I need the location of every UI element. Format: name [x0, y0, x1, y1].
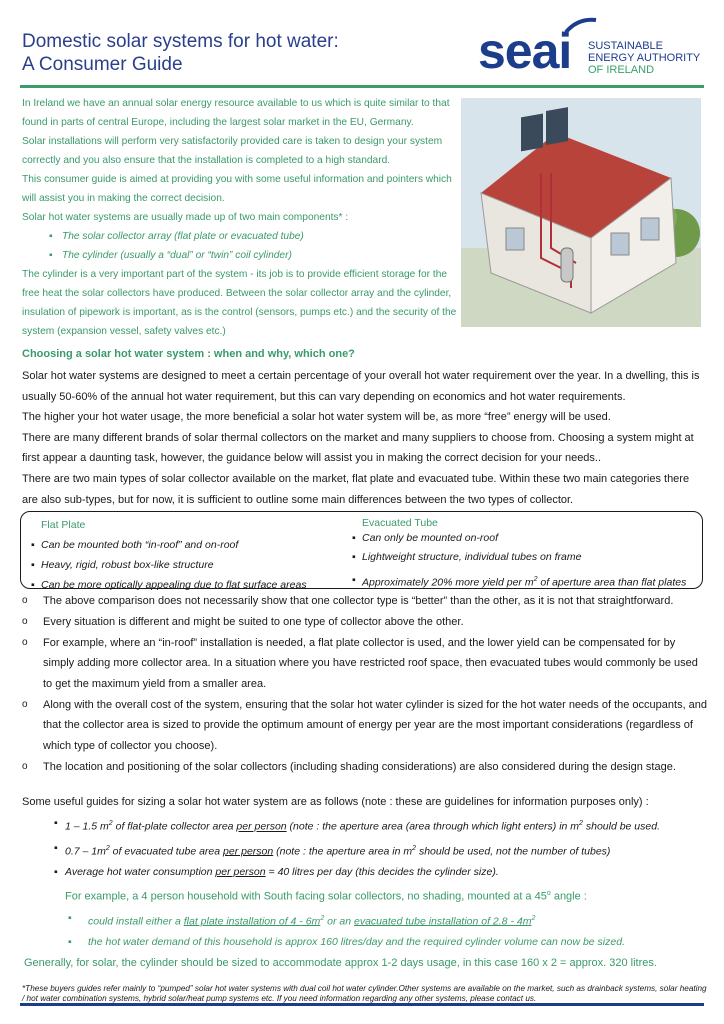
title-line-2: A Consumer Guide: [22, 54, 183, 75]
list-text: should be used.: [582, 820, 660, 833]
superscript: 2: [579, 820, 583, 827]
evacuated-tube-column: [346, 515, 698, 594]
underlined-text: per person: [215, 866, 266, 878]
superscript: 2: [108, 820, 113, 827]
seai-logo: [478, 16, 708, 78]
underlined-text: evacuated tube installation of 2.8 - 4m: [354, 915, 532, 928]
list-item: ▪ Can be mounted both “in-roof” and on-roof: [41, 535, 345, 555]
list-item: o The above comparison does not necessarily show that one collector type is “better” than the other, as it is not that straightforward.: [22, 591, 708, 612]
logo-line-1: SUSTAINABLE: [588, 40, 663, 52]
list-item: o Every situation is different and might be suited to one type of collector above the other.: [22, 612, 708, 633]
list-text: of flat-plate collector area: [112, 820, 237, 833]
list-text: of aperture area than flat plates: [537, 576, 687, 589]
body-paragraph: There are many different brands of solar thermal collectors on the market and many suppliers to choose from. Choosing a system might at first appear a daunting task, however, the guidance below will assist you in making the correct decision for your needs..: [22, 431, 694, 465]
header-rule: [20, 85, 704, 88]
list-item: [65, 838, 708, 863]
sizing-guides: [22, 792, 708, 974]
collector-comparison-box: [20, 511, 703, 589]
superscript: 2: [531, 914, 536, 922]
superscript: 2: [320, 914, 325, 922]
list-text: 1 – 1.5 m: [65, 820, 109, 833]
list-item: o For example, where an “in-roof” installation is needed, a flat plate collector is used, and the lower yield can be compensated for by simply adding more collector area. In a situation where you have restricted roof space, then evacuated tubes would commonly be used to get the maximum yield from a smaller area.: [22, 633, 708, 695]
example-text: angle :: [550, 890, 587, 903]
flat-plate-heading: Flat Plate: [41, 519, 86, 531]
list-item: [65, 862, 708, 883]
list-text: 0.7 – 1m: [65, 845, 106, 857]
section-heading: Choosing a solar hot water system : when and why, which one?: [22, 348, 355, 360]
list-text: Average hot water consumption: [65, 866, 216, 878]
body-section: [22, 366, 708, 510]
example-text: For example, a 4 person household with South facing solar collectors, no shading, mounted at a 45: [65, 890, 547, 903]
intro-paragraph: Solar hot water systems are usually made up of two main components* :: [22, 212, 349, 223]
intro-paragraph: Solar installations will perform very satisfactorily provided care is taken to design your system correctly and you also ensure that the installation is completed to a high standard.: [22, 136, 443, 166]
body-paragraph: Solar hot water systems are designed to meet a certain percentage of your overall hot water requirement over the year. In a dwelling, this is usually 50-60% of the annual hot water requirement, but this can vary depending on economics and hot water requirements.: [22, 370, 700, 403]
list-item: o The location and positioning of the solar collectors (including shading considerations) are also considered during the design stage.: [22, 757, 708, 778]
superscript: o: [546, 890, 551, 897]
title-line-1: Domestic solar systems for hot water:: [22, 31, 339, 52]
evacuated-tube-heading: Evacuated Tube: [362, 517, 438, 529]
logo-line-3: OF IRELAND: [588, 64, 655, 76]
list-text: (note : the aperture area in m: [273, 845, 413, 857]
flat-plate-column: [25, 515, 345, 595]
footnote: *These buyers guides refer mainly to “pumped” solar hot water systems with dual coil hot water cylinder.Other systems are available on the market, such as drainback systems, solar heating / hot water combination systems, hybrid solar/heat pump systems etc. If you need information regarding any other systems, please contact us.: [22, 984, 707, 1003]
body-paragraph: The higher your hot water usage, the more beneficial a solar hot water system will be, as more “free” energy will be used.: [22, 411, 611, 424]
list-item: ▪ The solar collector array (flat plate or evacuated tube): [62, 227, 458, 246]
underlined-text: per person: [236, 820, 287, 833]
list-text: Approximately 20% more yield per m: [362, 576, 534, 589]
list-item: ▪ Lightweight structure, individual tubes on frame: [362, 546, 698, 569]
logo-org-name: [588, 40, 700, 76]
list-item: ▪ Heavy, rigid, robust box-like structure: [41, 555, 345, 575]
list-item: ▪ the hot water demand of this household is approx 160 litres/day and the required cylinder volume can now be sized.: [88, 932, 708, 953]
guides-intro: Some useful guides for sizing a solar hot water system are as follows (note : these are guidelines for information purposes only) :: [22, 796, 649, 808]
superscript: 2: [105, 844, 110, 852]
list-text: could install either a: [88, 915, 184, 928]
superscript: 2: [412, 844, 417, 852]
page-title: [22, 30, 339, 76]
logo-wordmark: seai: [478, 23, 572, 79]
list-item: o Along with the overall cost of the system, ensuring that the solar hot water cylinder is sized for the hot water needs of the occupants, and that the collector area is sized to provide the optimum amount of energy per year are the most important considerations (regardless of which type of collector you choose).: [22, 695, 708, 757]
list-text: (note : the aperture area (area through which light enters) in m: [286, 820, 580, 833]
list-item: ▪ The cylinder (usually a “dual” or “twin” coil cylinder): [62, 246, 458, 265]
list-text: of evacuated tube area: [109, 845, 224, 857]
list-text: or an: [324, 915, 354, 928]
underlined-text: flat plate installation of 4 - 6m: [183, 915, 321, 928]
example-line: [22, 883, 708, 908]
list-item: ▪ Can be more optically appealing due to flat surface areas: [41, 575, 345, 595]
logo-line-2: ENERGY AUTHORITY: [588, 52, 701, 64]
list-text: = 40 litres per day (this decides the cylinder size).: [265, 866, 499, 878]
list-item: ▪ Can only be mounted on-roof: [362, 531, 698, 546]
footer-rule: [20, 1003, 704, 1006]
list-text: should be used, not the number of tubes): [416, 845, 611, 857]
intro-paragraph: This consumer guide is aimed at providing you with some useful information and pointers which will assist you in making the correct decision.: [22, 174, 452, 204]
general-guidance: Generally, for solar, the cylinder should be sized to accommodate approx 1-2 days usage, in this case 160 x 2 = approx. 320 litres.: [24, 957, 657, 970]
list-item: [65, 813, 708, 838]
intro-paragraph: The cylinder is a very important part of the system - its job is to provide efficient storage for the free heat the solar collectors have produced. Between the solar collector array and the cylinder, insulation of pipework is important, as is the control (sensors, pumps etc.) and the security of the system (expansion vessel, safety valves etc.): [22, 269, 457, 337]
house-illustration: [461, 98, 701, 327]
intro-paragraph: In Ireland we have an annual solar energy resource available to us which is quite similar to that found in parts of central Europe, including the largest solar market in the EU, Germany.: [22, 98, 450, 128]
underlined-text: per person: [223, 845, 274, 857]
superscript: 2: [533, 576, 538, 583]
list-item: [88, 908, 708, 933]
components-list: [22, 227, 458, 265]
body-paragraph: There are two main types of solar collector available on the market, flat plate and evacuated tube. Within these two main categories there are also sub-types, but for now, it is sufficient to outline some main differences between the two types of collector.: [22, 472, 690, 506]
considerations-list: [22, 591, 708, 778]
list-item: [362, 569, 698, 594]
intro-section: [22, 94, 458, 341]
